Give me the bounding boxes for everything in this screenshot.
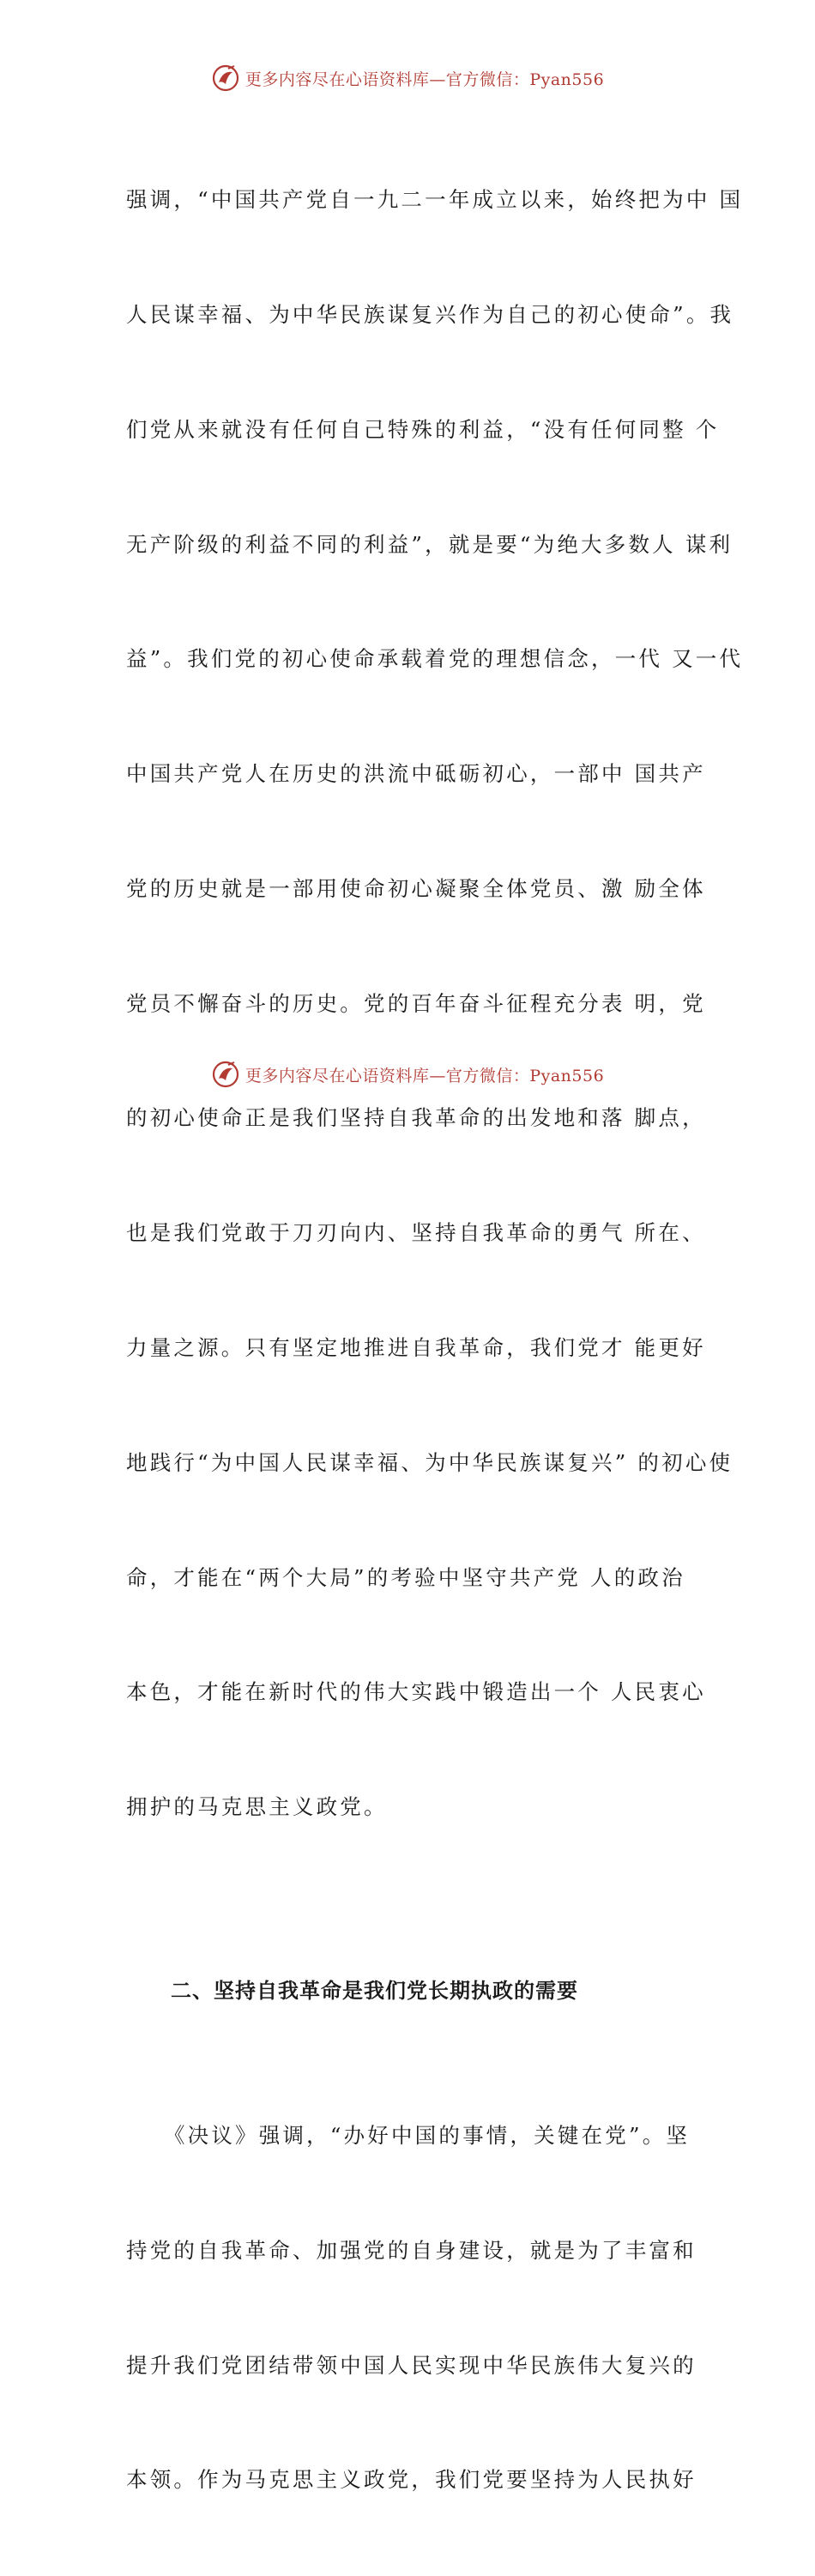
- text-line: 党员不懈奋斗的历史。党的百年奋斗征程充分表 明，党: [126, 990, 706, 1016]
- text-line: 也是我们党敢于刀刃向内、坚持自我革命的勇气 所在、: [126, 1220, 706, 1246]
- text-line: 益”。我们党的初心使命承载着党的理想信念，一代 又一代: [126, 646, 744, 672]
- text-line: 提升我们党团结带领中国人民实现中华民族伟大复兴的: [126, 2352, 697, 2378]
- text-line: 无产阶级的利益不同的利益”，就是要“为绝大多数人 谋利: [126, 531, 734, 557]
- text-line: 本领。作为马克思主义政党，我们党要坚持为人民执好: [126, 2467, 697, 2493]
- footer-watermark: [0, 1060, 815, 1089]
- seal-logo-icon: [211, 63, 240, 93]
- seal-logo-icon: [211, 1060, 240, 1089]
- text-line: 《决议》强调，“办好中国的事情，关键在党”。坚: [126, 2123, 691, 2149]
- text-line: 中国共产党人在历史的洪流中砥砺初心，一部中 国共产: [126, 761, 706, 787]
- text-line: 们党从来就没有任何自己特殊的利益，“没有任何同整 个: [126, 416, 720, 442]
- text-line: 命，才能在“两个大局”的考验中坚守共产党 人的政治: [126, 1564, 685, 1590]
- text-line: 党的历史就是一部用使命初心凝聚全体党员、激 励全体: [126, 875, 706, 901]
- section-heading: 二、坚持自我革命是我们党长期执政的需要: [171, 1978, 578, 2003]
- text-line: 力量之源。只有坚定地推进自我革命，我们党才 能更好: [126, 1335, 706, 1360]
- text-line: 人民谋幸福、为中华民族谋复兴作为自己的初心使命”。我: [126, 301, 734, 327]
- text-line: 地践行“为中国人民谋幸福、为中华民族谋复兴” 的初心使: [126, 1449, 734, 1475]
- watermark-text: 更多内容尽在心语资料库—官方微信：Pyan556: [244, 1066, 605, 1085]
- paragraph-1: [126, 105, 744, 1903]
- paragraph-2: [126, 2041, 718, 2576]
- text-line: 强调，“中国共产党自一九二一年成立以来，始终把为中 国: [126, 187, 744, 213]
- text-line: 持党的自我革命、加强党的自身建设，就是为了丰富和: [126, 2237, 697, 2263]
- header-watermark: [0, 63, 815, 93]
- text-line: 拥护的马克思主义政党。: [126, 1794, 388, 1820]
- text-line: 的初心使命正是我们坚持自我革命的出发地和落 脚点，: [126, 1105, 706, 1131]
- text-line: 本色，才能在新时代的伟大实践中锻造出一个 人民衷心: [126, 1679, 706, 1705]
- watermark-text: 更多内容尽在心语资料库—官方微信：Pyan556: [244, 70, 605, 89]
- document-body: [126, 105, 744, 2576]
